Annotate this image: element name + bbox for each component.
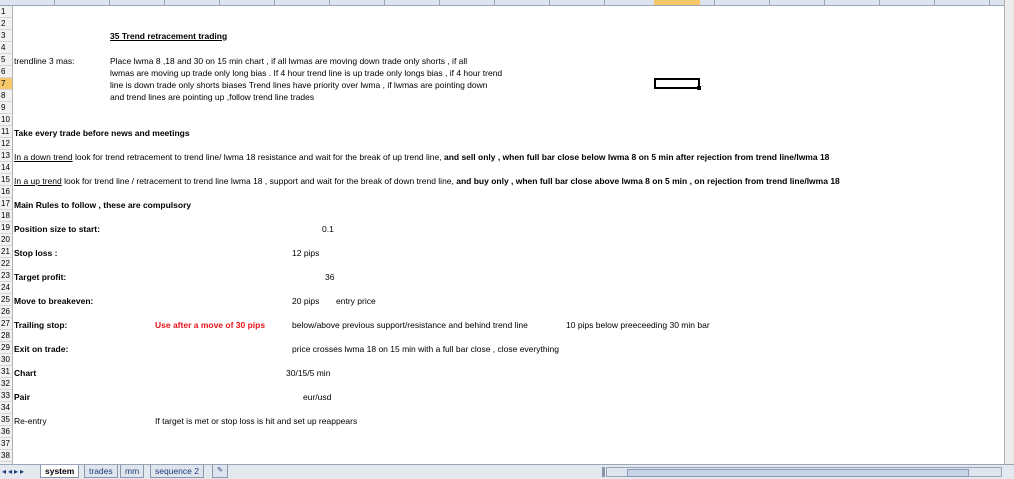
row-number[interactable]: 33 xyxy=(0,390,12,402)
up-trend-rule[interactable] xyxy=(14,175,840,187)
sheet-title[interactable]: 35 Trend retracement trading xyxy=(110,31,228,41)
tab-system[interactable]: system xyxy=(40,465,79,478)
trailing-stop-note-2[interactable]: 10 pips below preeceeding 30 min bar xyxy=(566,320,710,330)
row-number[interactable]: 8 xyxy=(0,90,12,102)
row-number[interactable]: 5 xyxy=(0,54,12,66)
horizontal-scrollbar[interactable] xyxy=(606,467,1002,477)
row-number[interactable]: 30 xyxy=(0,354,12,366)
row-number[interactable]: 29 xyxy=(0,342,12,354)
up-trend-body: look for trend line / retracement to trend line lwma 18 , support and wait for the break of down trend line, xyxy=(61,176,457,186)
exit-label[interactable]: Exit on trade: xyxy=(14,344,69,354)
trendline-label[interactable]: trendline 3 mas: xyxy=(14,56,75,66)
exit-value[interactable]: price crosses lwma 18 on 15 min with a full bar close , close everything xyxy=(292,344,559,354)
insert-sheet-icon[interactable]: ✎ xyxy=(212,465,228,478)
up-trend-bold: and buy only , when full bar close above lwma 8 on 5 min , on rejection from trend line/lwma 18 xyxy=(456,176,840,186)
chart-label[interactable]: Chart xyxy=(14,368,37,378)
row-number[interactable]: 25 xyxy=(0,294,12,306)
row-number[interactable]: 31 xyxy=(0,366,12,378)
selected-column-header[interactable] xyxy=(654,0,700,5)
row-number[interactable]: 13 xyxy=(0,150,12,162)
column-header-bar[interactable] xyxy=(0,0,1004,6)
row-number[interactable]: 21 xyxy=(0,246,12,258)
row-number[interactable]: 2 xyxy=(0,18,12,30)
vertical-scrollbar[interactable] xyxy=(1004,0,1014,464)
target-profit-label[interactable]: Target profit: xyxy=(14,272,67,282)
row-number[interactable]: 35 xyxy=(0,414,12,426)
row-number[interactable]: 17 xyxy=(0,198,12,210)
down-trend-body: look for trend retracement to trend line/ lwma 18 resistance and wait for the break of up trend line, xyxy=(72,152,444,162)
horizontal-scroll-thumb[interactable] xyxy=(627,469,969,477)
trendline-text-1[interactable]: Place lwma 8 ,18 and 30 on 15 min chart , if all lwmas are moving down trade only shorts , if all xyxy=(110,56,468,66)
row-number[interactable]: 18 xyxy=(0,210,12,222)
pair-value[interactable]: eur/usd xyxy=(303,392,332,402)
trailing-stop-label[interactable]: Trailing stop: xyxy=(14,320,68,330)
breakeven-label[interactable]: Move to breakeven: xyxy=(14,296,94,306)
row-number[interactable]: 32 xyxy=(0,378,12,390)
row-number[interactable]: 7 xyxy=(0,78,12,90)
row-number[interactable]: 26 xyxy=(0,306,12,318)
main-rules-heading[interactable]: Main Rules to follow , these are compulsory xyxy=(14,200,192,210)
position-size-label[interactable]: Position size to start: xyxy=(14,224,100,234)
stop-loss-value[interactable]: 12 pips xyxy=(292,248,320,258)
sheet-tab-bar xyxy=(0,464,1014,479)
trendline-text-3[interactable]: line is down trade only shorts biases Trend lines have priority over lwma , if lwmas are pointing down xyxy=(110,80,488,90)
row-number[interactable]: 4 xyxy=(0,42,12,54)
fill-handle[interactable] xyxy=(697,86,701,90)
row-number[interactable]: 11 xyxy=(0,126,12,138)
row-number[interactable]: 9 xyxy=(0,102,12,114)
target-profit-value[interactable]: 36 xyxy=(325,272,335,282)
row-number[interactable]: 22 xyxy=(0,258,12,270)
row-number[interactable]: 12 xyxy=(0,138,12,150)
row-header-column[interactable] xyxy=(0,6,13,464)
trailing-stop-note[interactable]: below/above previous support/resistance and behind trend line xyxy=(292,320,528,330)
reentry-value[interactable]: If target is met or stop loss is hit and set up reappears xyxy=(155,416,358,426)
pair-label[interactable]: Pair xyxy=(14,392,31,402)
up-trend-prefix: In a up trend xyxy=(14,176,62,186)
tab-split-handle[interactable] xyxy=(602,467,605,477)
row-number[interactable]: 14 xyxy=(0,162,12,174)
row-number[interactable]: 15 xyxy=(0,174,12,186)
tab-nav-arrows-icon[interactable]: ◂◂▸▸ xyxy=(2,467,27,476)
row-number[interactable]: 37 xyxy=(0,438,12,450)
row-number[interactable]: 24 xyxy=(0,282,12,294)
tab-sequence-2[interactable]: sequence 2 xyxy=(150,465,204,478)
down-trend-rule[interactable] xyxy=(14,151,829,163)
stop-loss-label[interactable]: Stop loss : xyxy=(14,248,58,258)
breakeven-value[interactable]: 20 pips xyxy=(292,296,320,306)
row-number[interactable]: 38 xyxy=(0,450,12,462)
trendline-text-4[interactable]: and trend lines are pointing up ,follow trend line trades xyxy=(110,92,315,102)
down-trend-bold: and sell only , when full bar close below lwma 8 on 5 min after rejection from trend line/lwma 18 xyxy=(443,152,830,162)
row-number[interactable]: 3 xyxy=(0,30,12,42)
row-number[interactable]: 6 xyxy=(0,66,12,78)
row-number[interactable]: 20 xyxy=(0,234,12,246)
news-rule[interactable]: Take every trade before news and meetings xyxy=(14,128,190,138)
active-cell-cursor[interactable] xyxy=(654,78,700,89)
down-trend-prefix: In a down trend xyxy=(14,152,73,162)
row-number[interactable]: 23 xyxy=(0,270,12,282)
row-number[interactable]: 10 xyxy=(0,114,12,126)
row-number[interactable]: 1 xyxy=(0,6,12,18)
breakeven-note[interactable]: entry price xyxy=(336,296,376,306)
row-number[interactable]: 36 xyxy=(0,426,12,438)
row-number[interactable]: 16 xyxy=(0,186,12,198)
row-number[interactable]: 27 xyxy=(0,318,12,330)
chart-value[interactable]: 30/15/5 min xyxy=(286,368,331,378)
row-number[interactable]: 28 xyxy=(0,330,12,342)
tab-trades[interactable]: trades xyxy=(84,465,118,478)
position-size-value[interactable]: 0.1 xyxy=(322,224,334,234)
tab-mm[interactable]: mm xyxy=(120,465,144,478)
trendline-text-2[interactable]: lwmas are moving up trade only long bias . If 4 hour trend line is up trade only longs bias , if 4 hour trend xyxy=(110,68,503,78)
reentry-label[interactable]: Re-entry xyxy=(14,416,47,426)
row-number[interactable]: 19 xyxy=(0,222,12,234)
trailing-stop-condition[interactable]: Use after a move of 30 pips xyxy=(155,320,266,330)
row-number[interactable]: 34 xyxy=(0,402,12,414)
